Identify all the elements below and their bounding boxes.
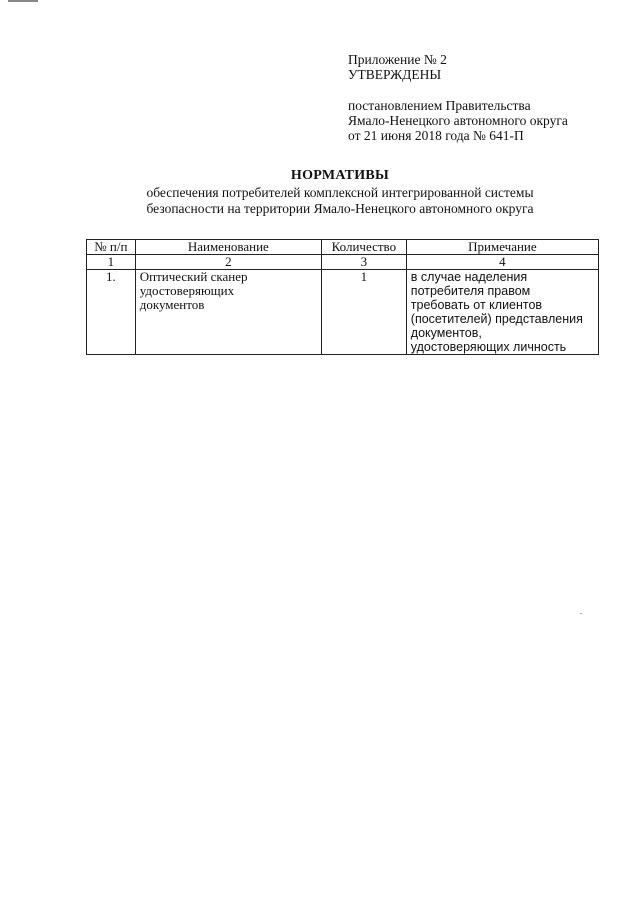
- approved-label: УТВЕРЖДЕНЫ: [348, 67, 442, 82]
- header-name: Наименование: [135, 240, 321, 255]
- header-number: № п/п: [87, 240, 136, 255]
- resolution-line: постановлением Правительства: [348, 98, 531, 113]
- scan-speck: [580, 613, 582, 614]
- row-note-line: (посетителей) представления: [410, 312, 583, 326]
- header-quantity: Количество: [321, 240, 406, 255]
- norms-table: [86, 239, 599, 355]
- scan-corner-mark: [8, 0, 38, 2]
- row-note-line: документов,: [410, 326, 482, 340]
- document-subtitle-line-2: безопасности на территории Ямало-Ненецкого автономного округа: [146, 201, 534, 216]
- row-name-line: удостоверяющих: [139, 283, 235, 298]
- column-number-4: 4: [406, 255, 598, 270]
- column-number-3: 3: [321, 255, 406, 270]
- row-note-cell: [406, 270, 598, 355]
- appendix-number: Приложение № 2: [348, 52, 447, 67]
- header-note: Примечание: [406, 240, 598, 255]
- table-row: [87, 270, 599, 355]
- row-note-line: потребителя правом: [410, 284, 531, 298]
- document-heading: НОРМАТИВЫ: [290, 168, 390, 183]
- row-name-line: Оптический сканер: [139, 269, 248, 284]
- column-number-2: 2: [135, 255, 321, 270]
- appendix-approval-block: [348, 52, 568, 143]
- document-title-block: [90, 168, 590, 217]
- document-subtitle-line-1: обеспечения потребителей комплексной интегрированной системы: [146, 185, 534, 200]
- row-note-line: удостоверяющих личность: [410, 340, 567, 354]
- resolution-date-line: от 21 июня 2018 года № 641-П: [348, 128, 524, 143]
- column-number-1: 1: [87, 255, 136, 270]
- row-name-line: документов: [139, 297, 205, 312]
- column-number-row: [87, 255, 599, 270]
- row-number: 1.: [87, 270, 136, 355]
- table-header-row: [87, 240, 599, 255]
- row-note-line: в случае наделения: [410, 270, 528, 284]
- region-line: Ямало-Ненецкого автономного округа: [348, 113, 568, 128]
- row-quantity: 1: [321, 270, 406, 355]
- row-note-line: требовать от клиентов: [410, 298, 543, 312]
- row-name-cell: [135, 270, 321, 355]
